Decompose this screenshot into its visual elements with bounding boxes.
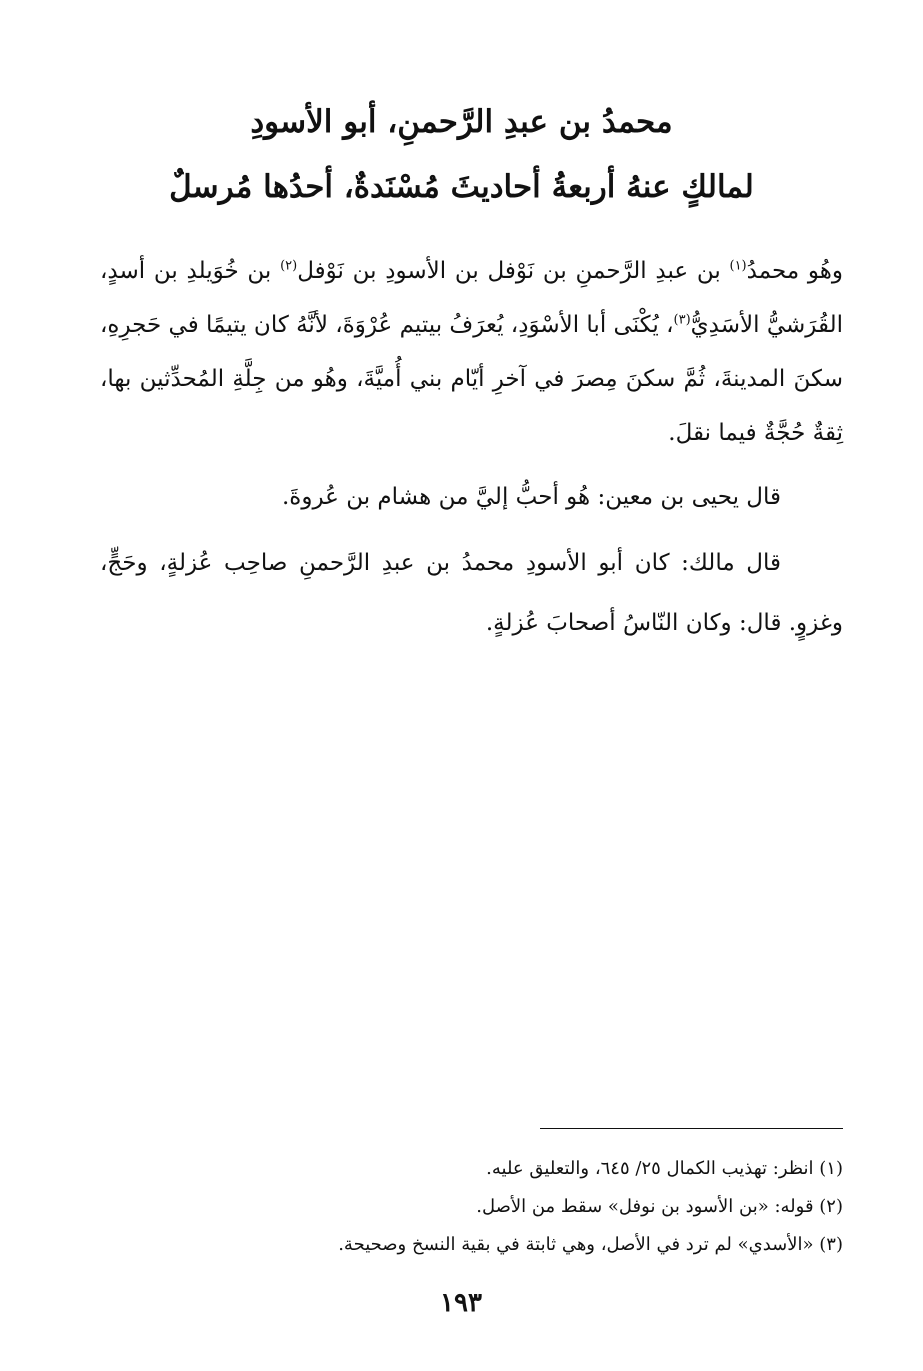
footnote-ref-3[interactable]: (٣) — [673, 312, 691, 328]
chapter-title: محمدُ بن عبدِ الرَّحمنِ، أبو الأسودِ — [250, 104, 673, 140]
paragraph-yahya-quote: قال يحيى بن معين: هُو أحبُّ إليَّ من هشام بن عُروةَ. — [282, 484, 781, 510]
paragraph-text: بن خُوَيلدِ بن أسدٍ، القُرَشيُّ الأسَدِيُّ — [100, 258, 843, 338]
page-number: ١٩٣ — [440, 1288, 482, 1318]
footnote-divider — [540, 1128, 843, 1129]
footnotes — [100, 1152, 843, 1266]
chapter-subtitle: لمالكٍ عنهُ أربعةُ أحاديثَ مُسْنَدةٌ، أحدُها مُرسلٌ — [169, 169, 754, 205]
footnote-ref-2[interactable]: (٢) — [280, 258, 298, 274]
paragraph-text: بن عبدِ الرَّحمنِ بن نَوْفل بن الأسودِ بن نَوْفل — [297, 258, 730, 284]
paragraph-malik-quote: قال مالك: كان أبو الأسودِ محمدُ بن عبدِ الرَّحمنِ صاحِب عُزلةٍ، وحَجٍّ، وغزوٍ. قال: وكان النّاسُ أصحابَ عُزلةٍ. — [100, 550, 843, 636]
paragraph-biography — [100, 244, 843, 460]
paragraph-text: ، يُكْنَى أبا الأسْوَدِ، يُعرَفُ بيتيم عُرْوَةَ، لأنَّهُ كان يتيمًا في حَجرِهِ، سكنَ المدينةَ، ثُمَّ سكنَ مِصرَ في آخرِ أيّام بني أُميَّةَ، وهُو من جِلَّةِ المُحدِّثين بها، ثِقةٌ حُجَّةٌ فيما نقلَ. — [100, 312, 843, 446]
paragraph-text: وهُو محمدُ — [746, 258, 843, 284]
footnote-2: (٢) قوله: «بن الأسود بن نوفل» سقط من الأصل. — [476, 1196, 843, 1217]
footnote-3: (٣) «الأسدي» لم ترد في الأصل، وهي ثابتة في بقية النسخ وصحيحة. — [338, 1234, 843, 1255]
footnote-1: (١) انظر: تهذيب الكمال ٢٥/ ٦٤٥، والتعليق عليه. — [486, 1158, 843, 1179]
footnote-ref-1[interactable]: (١) — [729, 258, 747, 274]
